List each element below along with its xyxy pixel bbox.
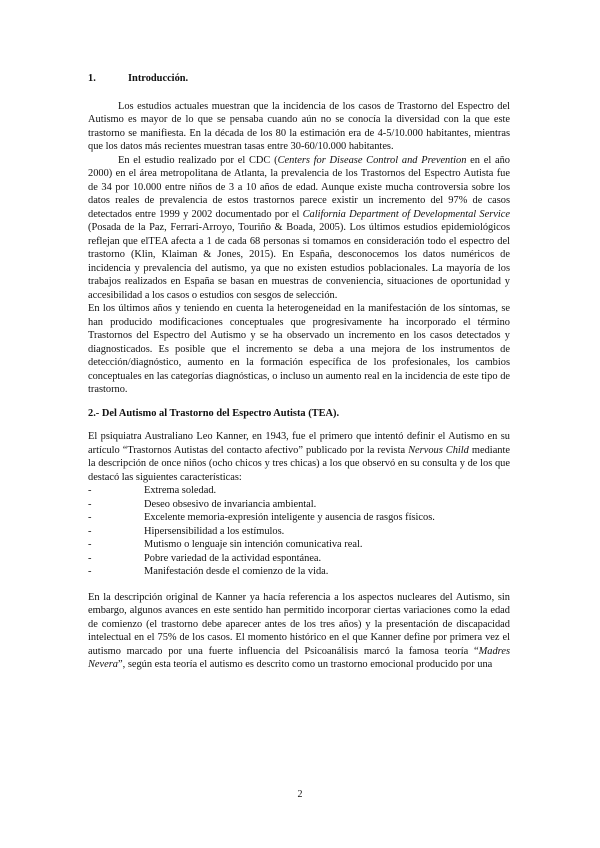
cdc-name: Centers for Disease Control and Prevention [277,154,467,166]
list-item: - Manifestación desde el comienzo de la vida. [88,566,329,577]
section-1-number: 1. [88,73,96,84]
intro-paragraph-3: En los últimos años y teniendo en cuenta la heterogeneidad en la manifestación de los síntomas, se han producido modificaciones conceptuales que progresivamente ha incorporado el término Trastornos del Espectro del Autismo y se ha observado un incremento en los casos detectados y diagnosticados. Es posible que el incremento se deba a una mejora de los instrumentos de detección/diagnóstico, aumento en la formación específica de los profesionales, los cambios conceptuales en las categorías diagnósticas, o incluso un aumento real en la incidencia de este tipo de trastorno. [88,303,510,395]
section-2-heading: 2.- Del Autismo al Trastorno del Espectro Autista (TEA). [88,407,340,419]
list-item: - Hipersensibilidad a los estímulos. [88,525,285,537]
page-number: 2 [297,789,303,800]
intro-paragraph-1: Los estudios actuales muestran que la incidencia de los casos de Trastorno del Espectro del Autismo es mayor de lo que se pensaba cuando aún no se conocía la diversidad con la que este trastorno se manifiesta. En la década de los 80 la estimación era de 4-5/10.000 habitantes, mientras que los datos más recientes muestran tasas entre 30-60/10.000 habitantes. [88,100,510,152]
list-item: - Excelente memoria-expresión inteligente y ausencia de rasgos físicos. [88,512,435,523]
intro-paragraph-2: En el estudio realizado por el CDC (Centers for Disease Control and Prevention en el año 2000) en el área metropolitana de Atlanta, la prevalencia de los Trastornos del Espectro Autista fue de 34 por 10.000 entre niños de 3 a 10 años de edad. Aunque existe mucha controversia sobre los datos reales de prevalencia de estos trastornos parece existir un incremento del 97% de casos detectados entre 1999 y 2002 documentado por el California Department of Developmental Service (Posada de la Paz, Ferrari-Arroyo, Touriño & Boada, 2005). Los últimos estudios epidemiológicos reflejan que elTEA afecta a 1 de cada 68 personas si tomamos en consideración todo el espectro del trastorno (Klin, Klaiman & Jones, 2015). En España, desconocemos los datos numéricos de incidencia y prevalencia del autismo, ya que no existen estudios poblacionales. La mayoría de los trabajos realizados en España se basan en muestras de conveniencia, situaciones de oportunidad y accesibilidad a los casos o estudios con sesgos de selección. [88,154,511,301]
list-item: - Extrema soledad. [88,485,217,496]
section-2-paragraph-2: En la descripción original de Kanner ya hacía referencia a los aspectos nucleares del Autismo, sin embargo, algunos avances en este sentido han permitido incorporar ciertas variaciones como la edad de comienzo (el trastorno debe aparecer antes de los tres años) y la presentación de discapacidad intelectual en el 75% de los casos. El momento histórico en el que Kanner define por primera vez el autismo marcado por una fuerte influencia del Psicoanálisis marcó la famosa teoría “Madres Nevera”, según esta teoría el autismo es descrito como un trastorno emocional producido por una [88,591,510,670]
section-2-paragraph-1: El psiquiatra Australiano Leo Kanner, en 1943, fue el primero que intentó definir el Autismo en su artículo “Trastornos Autistas del contacto afectivo” publicado por la revista Nervous Child mediante la descripción de once niños (ocho chicos y tres chicas) a los que observó en su consulta y de los que destacó las siguientes características: [88,431,510,483]
list-item: - Deseo obsesivo de invariancia ambiental. [88,498,317,510]
list-item: - Mutismo o lenguaje sin intención comunicativa real. [88,539,363,550]
list-item: - Pobre variedad de la actividad espontánea. [88,552,322,564]
california-dept-name: California Department of Developmental Service [302,208,511,220]
theory-name: Madres Nevera [88,645,510,670]
spacer [88,579,510,591]
document-page [88,72,510,672]
journal-name: Nervous Child [408,444,469,456]
section-1-title: Introducción. [128,73,189,84]
section-1-heading [88,72,510,86]
characteristics-list [88,484,510,579]
